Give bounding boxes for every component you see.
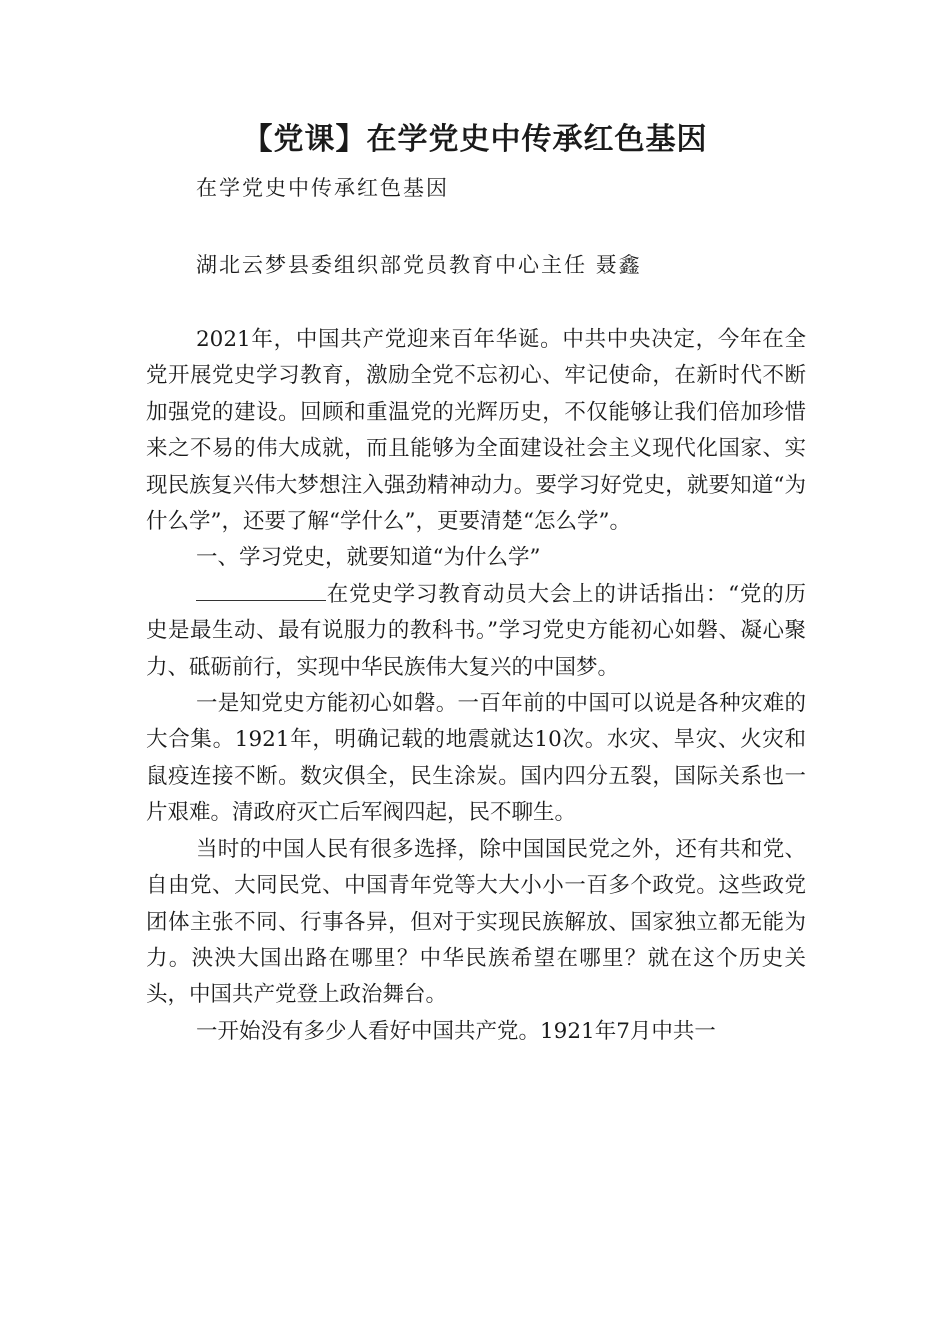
- document-body: [146, 322, 806, 1050]
- document-subtitle: 在学党史中传承红色基因: [196, 176, 449, 200]
- paragraph-founding: 一开始没有多少人看好中国共产党。1921年7月中共一: [196, 1018, 716, 1044]
- paragraph-point-1: 一是知党史方能初心如磐。一百年前的中国可以说是各种灾难的大合集。1921年，明确记载的地震就达10次。水灾、旱灾、火灾和鼠疫连接不断。数灾俱全，民生涂炭。国内四分五裂，国际关系也一片艰难。清政府灭亡后军阀四起，民不聊生。: [146, 691, 806, 826]
- paragraph-parties: 当时的中国人民有很多选择，除中国国民党之外，还有共和党、自由党、大同民党、中国青年党等大大小小一百多个政党。这些政党团体主张不同、行事各异，但对于实现民族解放、国家独立都无能为力。泱泱大国出路在哪里？中华民族希望在哪里？就在这个历史关头，中国共产党登上政治舞台。: [146, 836, 806, 1008]
- author-line: 湖北云梦县委组织部党员教育中心主任 聂鑫: [196, 253, 642, 277]
- document-title: 【党课】在学党史中传承红色基因: [242, 122, 708, 157]
- paragraph-intro: 2021年，中国共产党迎来百年华诞。中共中央决定，今年在全党开展党史学习教育，激励全党不忘初心、牢记使命，在新时代不断加强党的建设。回顾和重温党的光辉历史，不仅能够让我们倍加珍惜来之不易的伟大成就，而且能够为全面建设社会主义现代化国家、实现民族复兴伟大梦想注入强劲精神动力。要学习好党史，就要知道“为什么学”，还要了解“学什么”，更要清楚“怎么学”。: [146, 327, 806, 535]
- blank-underline: [196, 578, 326, 601]
- paragraph-quote-text: 在党史学习教育动员大会上的讲话指出：“党的历史是最生动、最有说服力的教科书。”学习党史方能初心如磐、凝心聚力、砥砺前行，实现中华民族伟大复兴的中国梦。: [146, 581, 806, 680]
- section-heading-1: 一、学习党史，就要知道“为什么学”: [196, 545, 541, 571]
- paragraph-quote: [146, 577, 806, 686]
